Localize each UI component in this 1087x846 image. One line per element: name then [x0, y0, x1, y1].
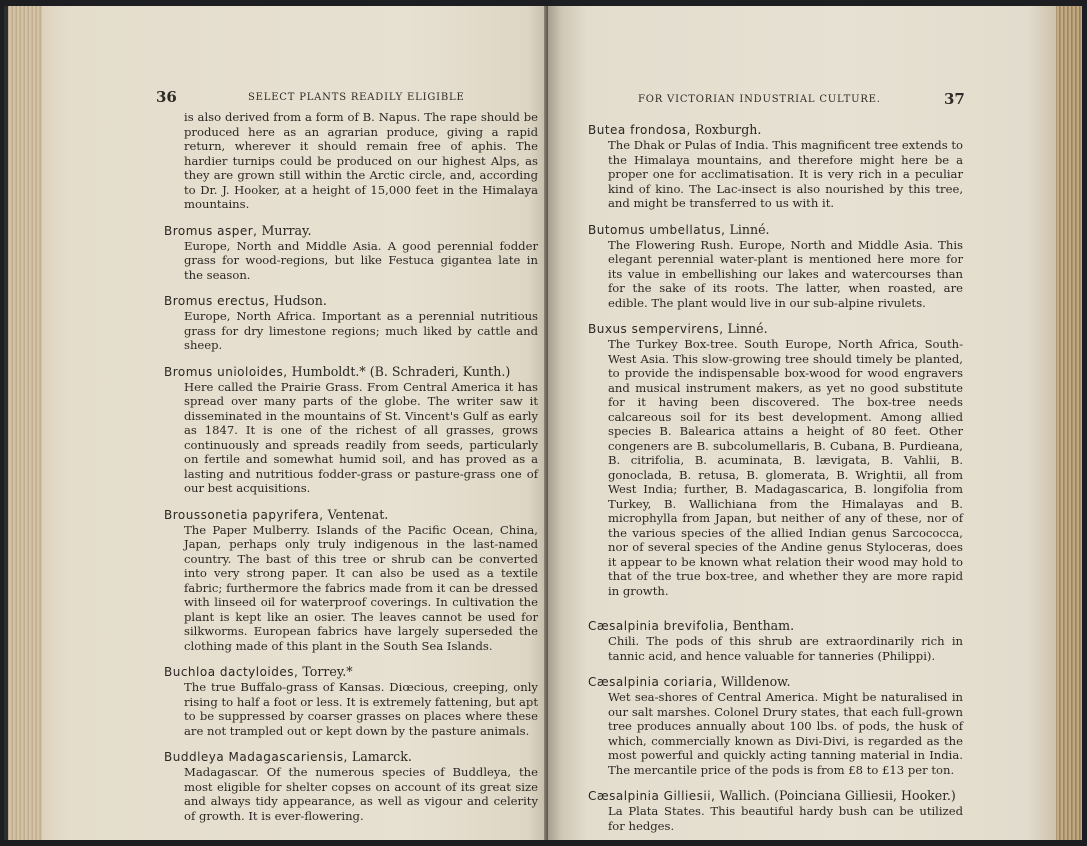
entry-text: The Dhak or Pulas of India. This magnificent tree extends to the Himalaya mountains, and therefore might here be a proper one for acclimatisation. It is very rich in a peculiar kind of kino. The Lac-insect is also nourished by this tree, and might be transferred to us with it. — [608, 138, 963, 210]
right-text-column — [588, 122, 963, 840]
entry-text: The Turkey Box-tree. South Europe, North Africa, South-West Asia. This slow-growing tree should timely be planted, to provide the indispensable box-wood for wood engravers and musical instrument makers, as yet no good substitute for it having been discovered. The box-tree needs calcareous soil for its best development. Among allied species B. Balearica attains a height of 80 feet. Other congeners are B. subcolumellaris, B. Cubana, B. Purdieana, B. citrifolia, B. acuminata, B. lævigata, B. Vahlii, B. gonoclada, B. retusa, B. glomerata, B. Wrightii, all from West India; further, B. Madagascarica, B. longifolia from Turkey, B. Wallichiana from the Himalayas and B. microphylla from Japan, but neither of any of these, nor of the various species of the allied Indian genus Sarcococca, nor of several species of the Andine genus Styloceras, does it appear to be known what relation their wood may hold to that of the true box-tree, and whether they are more rapid in growth. — [608, 337, 963, 598]
entry-text: The Paper Mulberry. Islands of the Pacific Ocean, China, Japan, perhaps only truly indigenous in the last-named country. The bast of this tree or shrub can be converted into very strong paper. It can also be used as a textile fabric; furthermore the fabrics made from it can be dressed with linseed oil for waterproof coverings. In cultivation the plant is kept like an osier. The leaves cannot be used for silkworms. European fabrics have largely superseded the clothing made of this plant in the South Sea Islands. — [184, 522, 538, 653]
entry-text: Europe, North Africa. Important as a perennial nutritious grass for dry limestone regions; much liked by cattle and sheep. — [184, 309, 538, 352]
entry-author: Hudson. — [273, 293, 327, 308]
entry-name: Bromus erectus, — [164, 294, 270, 308]
entry-name: Cæsalpinia brevifolia, — [588, 619, 729, 633]
right-page-number: 37 — [944, 90, 965, 108]
entry-butomus-umbellatus — [588, 221, 963, 311]
page-edges-left — [8, 6, 42, 840]
entry-text: Europe, North and Middle Asia. A good perennial fodder grass for wood-regions, but like Festuca gigantea late in the season. — [184, 238, 538, 282]
entry-text: Chili. The pods of this shrub are extraordinarily rich in tannic acid, and hence valuable for tanneries (Philippi). — [608, 634, 963, 663]
entry-author: Murray. — [261, 222, 312, 238]
page-edges-right — [1056, 6, 1082, 840]
entry-name: Cæsalpinia Gilliesii, — [588, 789, 716, 803]
entry-author: Wallich. (Poinciana Gilliesii, Hooker.) — [719, 788, 956, 803]
entry-text: Madagascar. Of the numerous species of Buddleya, the most eligible for shelter copses on account of its great size and always tidy appearance, as well as vigour and celerity of growth. It is ever-flowering. — [184, 765, 538, 823]
entry-text: The true Buffalo-grass of Kansas. Diœcious, creeping, only rising to half a foot or less. It is extremely fattening, but apt to be suppressed by coarser grasses on places where these are not trampled out or kept down by the pasture animals. — [184, 680, 538, 738]
entry-name: Buxus sempervirens, — [588, 322, 724, 336]
entry-name: Butea frondosa, — [588, 123, 691, 137]
entry-caesalpinia-gilliesii — [588, 788, 963, 833]
entry-caesalpinia-brevifolia — [588, 618, 963, 663]
entry-author: Bentham. — [732, 618, 795, 633]
left-text-column — [164, 110, 538, 834]
entry-caesalpinia-coriaria — [588, 674, 963, 777]
open-book — [4, 6, 1082, 840]
entry-text: Here called the Prairie Grass. From Central America it has spread over many parts of the globe. The writer saw it disseminated in the mountains of St. Vincent's Gulf as early as 1847. It is one of the richest of all grasses, grows continuously and spreads readily from seeds, particularly on fertile and somewhat humid soil, and has proved as a lasting and nutritious fodder-grass or pasture-grass one of our best acquisitions. — [184, 379, 538, 495]
entry-author: Linné. — [727, 321, 768, 336]
right-running-head: FOR VICTORIAN INDUSTRIAL CULTURE. — [638, 94, 881, 105]
entry-author: Roxburgh. — [694, 122, 762, 137]
entry-buchloa-dactyloides — [164, 664, 538, 738]
entry-text: The Flowering Rush. Europe, North and Middle Asia. This elegant perennial water-plant is mentioned here more for its value in embellishing our lakes and watercourses than for the sake of its roots. The latter, when roasted, are edible. The plant would live in our sub-alpine rivulets. — [608, 237, 963, 310]
entry-name: Buchloa dactyloides, — [164, 665, 299, 679]
entry-text: La Plata States. This beautiful hardy bush can be utilized for hedges. — [608, 804, 963, 833]
entry-buddleya-madagascariensis — [164, 749, 538, 823]
entry-author: Torrey.* — [302, 664, 353, 679]
entry-author: Linné. — [729, 221, 770, 237]
entry-author: Ventenat. — [327, 506, 389, 522]
entry-author: Humboldt.* (B. Schraderi, Kunth.) — [291, 363, 511, 379]
entry-name: Cæsalpinia coriaria, — [588, 675, 718, 689]
left-page — [8, 6, 556, 840]
entry-broussonetia-papyrifera — [164, 506, 538, 654]
entry-bromus-erectus — [164, 293, 538, 353]
right-page — [548, 6, 1082, 840]
entry-bromus-unioloides — [164, 363, 538, 496]
entry-buxus-sempervirens — [588, 321, 963, 598]
entry-text: Wet sea-shores of Central America. Might be naturalised in our salt marshes. Colonel Drury states, that each full-grown tree produces annually about 100 lbs. of pods, the husk of which, commercially known as Divi-Divi, is regarded as the most powerful and quickly acting tanning material in India. The mercantile price of the pods is from £8 to £13 per ton. — [608, 690, 963, 777]
intro-paragraph: is also derived from a form of B. Napus. The rape should be produced here as an agrarian produce, giving a rapid return, wherever it should remain free of aphis. The hardier turnips could be produced on our highest Alps, as they are grown still within the Arctic circle, and, according to Dr. J. Hooker, at a height of 15,000 feet in the Himalaya mountains. — [184, 110, 538, 211]
entry-author: Willdenow. — [721, 674, 791, 689]
entry-bromus-asper — [164, 222, 538, 283]
left-running-head: SELECT PLANTS READILY ELIGIBLE — [248, 92, 465, 103]
left-page-number: 36 — [156, 88, 177, 106]
entry-author: Lamarck. — [351, 749, 412, 764]
entry-name: Bromus asper, — [164, 223, 258, 238]
entry-name: Butomus umbellatus, — [588, 222, 726, 237]
entry-butea-frondosa — [588, 122, 963, 211]
entry-name: Broussonetia papyrifera, — [164, 507, 324, 522]
entry-name: Bromus unioloides, — [164, 364, 288, 379]
entry-name: Buddleya Madagascariensis, — [164, 750, 348, 764]
